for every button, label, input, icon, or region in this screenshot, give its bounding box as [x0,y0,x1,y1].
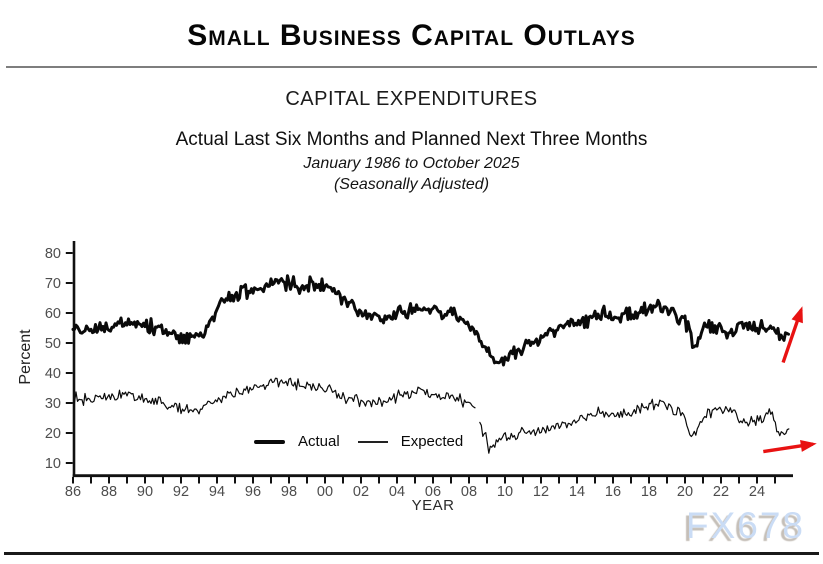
legend [254,433,463,450]
x-tick-label: 06 [424,484,442,500]
x-tick-label: 16 [604,484,622,500]
y-tick-label: 80 [44,246,61,262]
x-tick-label: 94 [208,484,226,500]
y-tick-label: 60 [44,306,61,322]
x-tick-label: 18 [640,484,658,500]
series-actual [73,276,789,365]
chart-heading: CAPITAL EXPENDITURES [285,88,538,110]
x-tick-label: 00 [316,484,334,500]
x-tick-label: 14 [568,484,586,500]
x-tick-label: 12 [532,484,550,500]
chart-adjustment-note: (Seasonally Adjusted) [333,176,490,193]
page-title: Small Business Capital Outlays [187,19,636,52]
legend-label-actual: Actual [298,433,340,450]
legend-item-expected [358,433,464,450]
y-axis-label: Percent [17,329,34,385]
x-tick-label: 98 [280,484,298,500]
y-tick-label: 50 [44,336,61,352]
y-tick-label: 40 [44,366,61,382]
x-tick-label: 88 [100,484,118,500]
bottom-divider [4,552,819,555]
expected-trend-arrow-icon [763,444,813,452]
x-axis-label: YEAR [411,497,455,514]
x-tick-label: 86 [64,484,82,500]
legend-label-expected: Expected [400,433,464,450]
y-tick-label: 10 [44,456,61,472]
y-tick-label: 30 [44,396,61,412]
thin-line-icon [358,441,388,443]
watermark: FX678 [686,505,806,546]
x-tick-label: 20 [676,484,694,500]
x-tick-label: 90 [136,484,154,500]
chart-subheading: Actual Last Six Months and Planned Next Three Months [175,129,648,150]
series-expected-segment-1 [73,378,475,414]
thick-line-icon [254,440,285,444]
y-tick-label: 20 [44,426,61,442]
chart-date-range: January 1986 to October 2025 [303,155,520,172]
x-tick-label: 08 [460,484,478,500]
x-tick-label: 92 [172,484,190,500]
x-tick-label: 04 [388,484,406,500]
x-tick-label: 96 [244,484,262,500]
series-expected-segment-2 [480,399,789,453]
legend-item-actual [254,433,340,450]
x-tick-label: 22 [712,484,730,500]
x-tick-label: 02 [352,484,370,500]
y-tick-label: 70 [44,276,61,292]
x-tick-label: 24 [748,484,766,500]
x-tick-label: 10 [496,484,514,500]
